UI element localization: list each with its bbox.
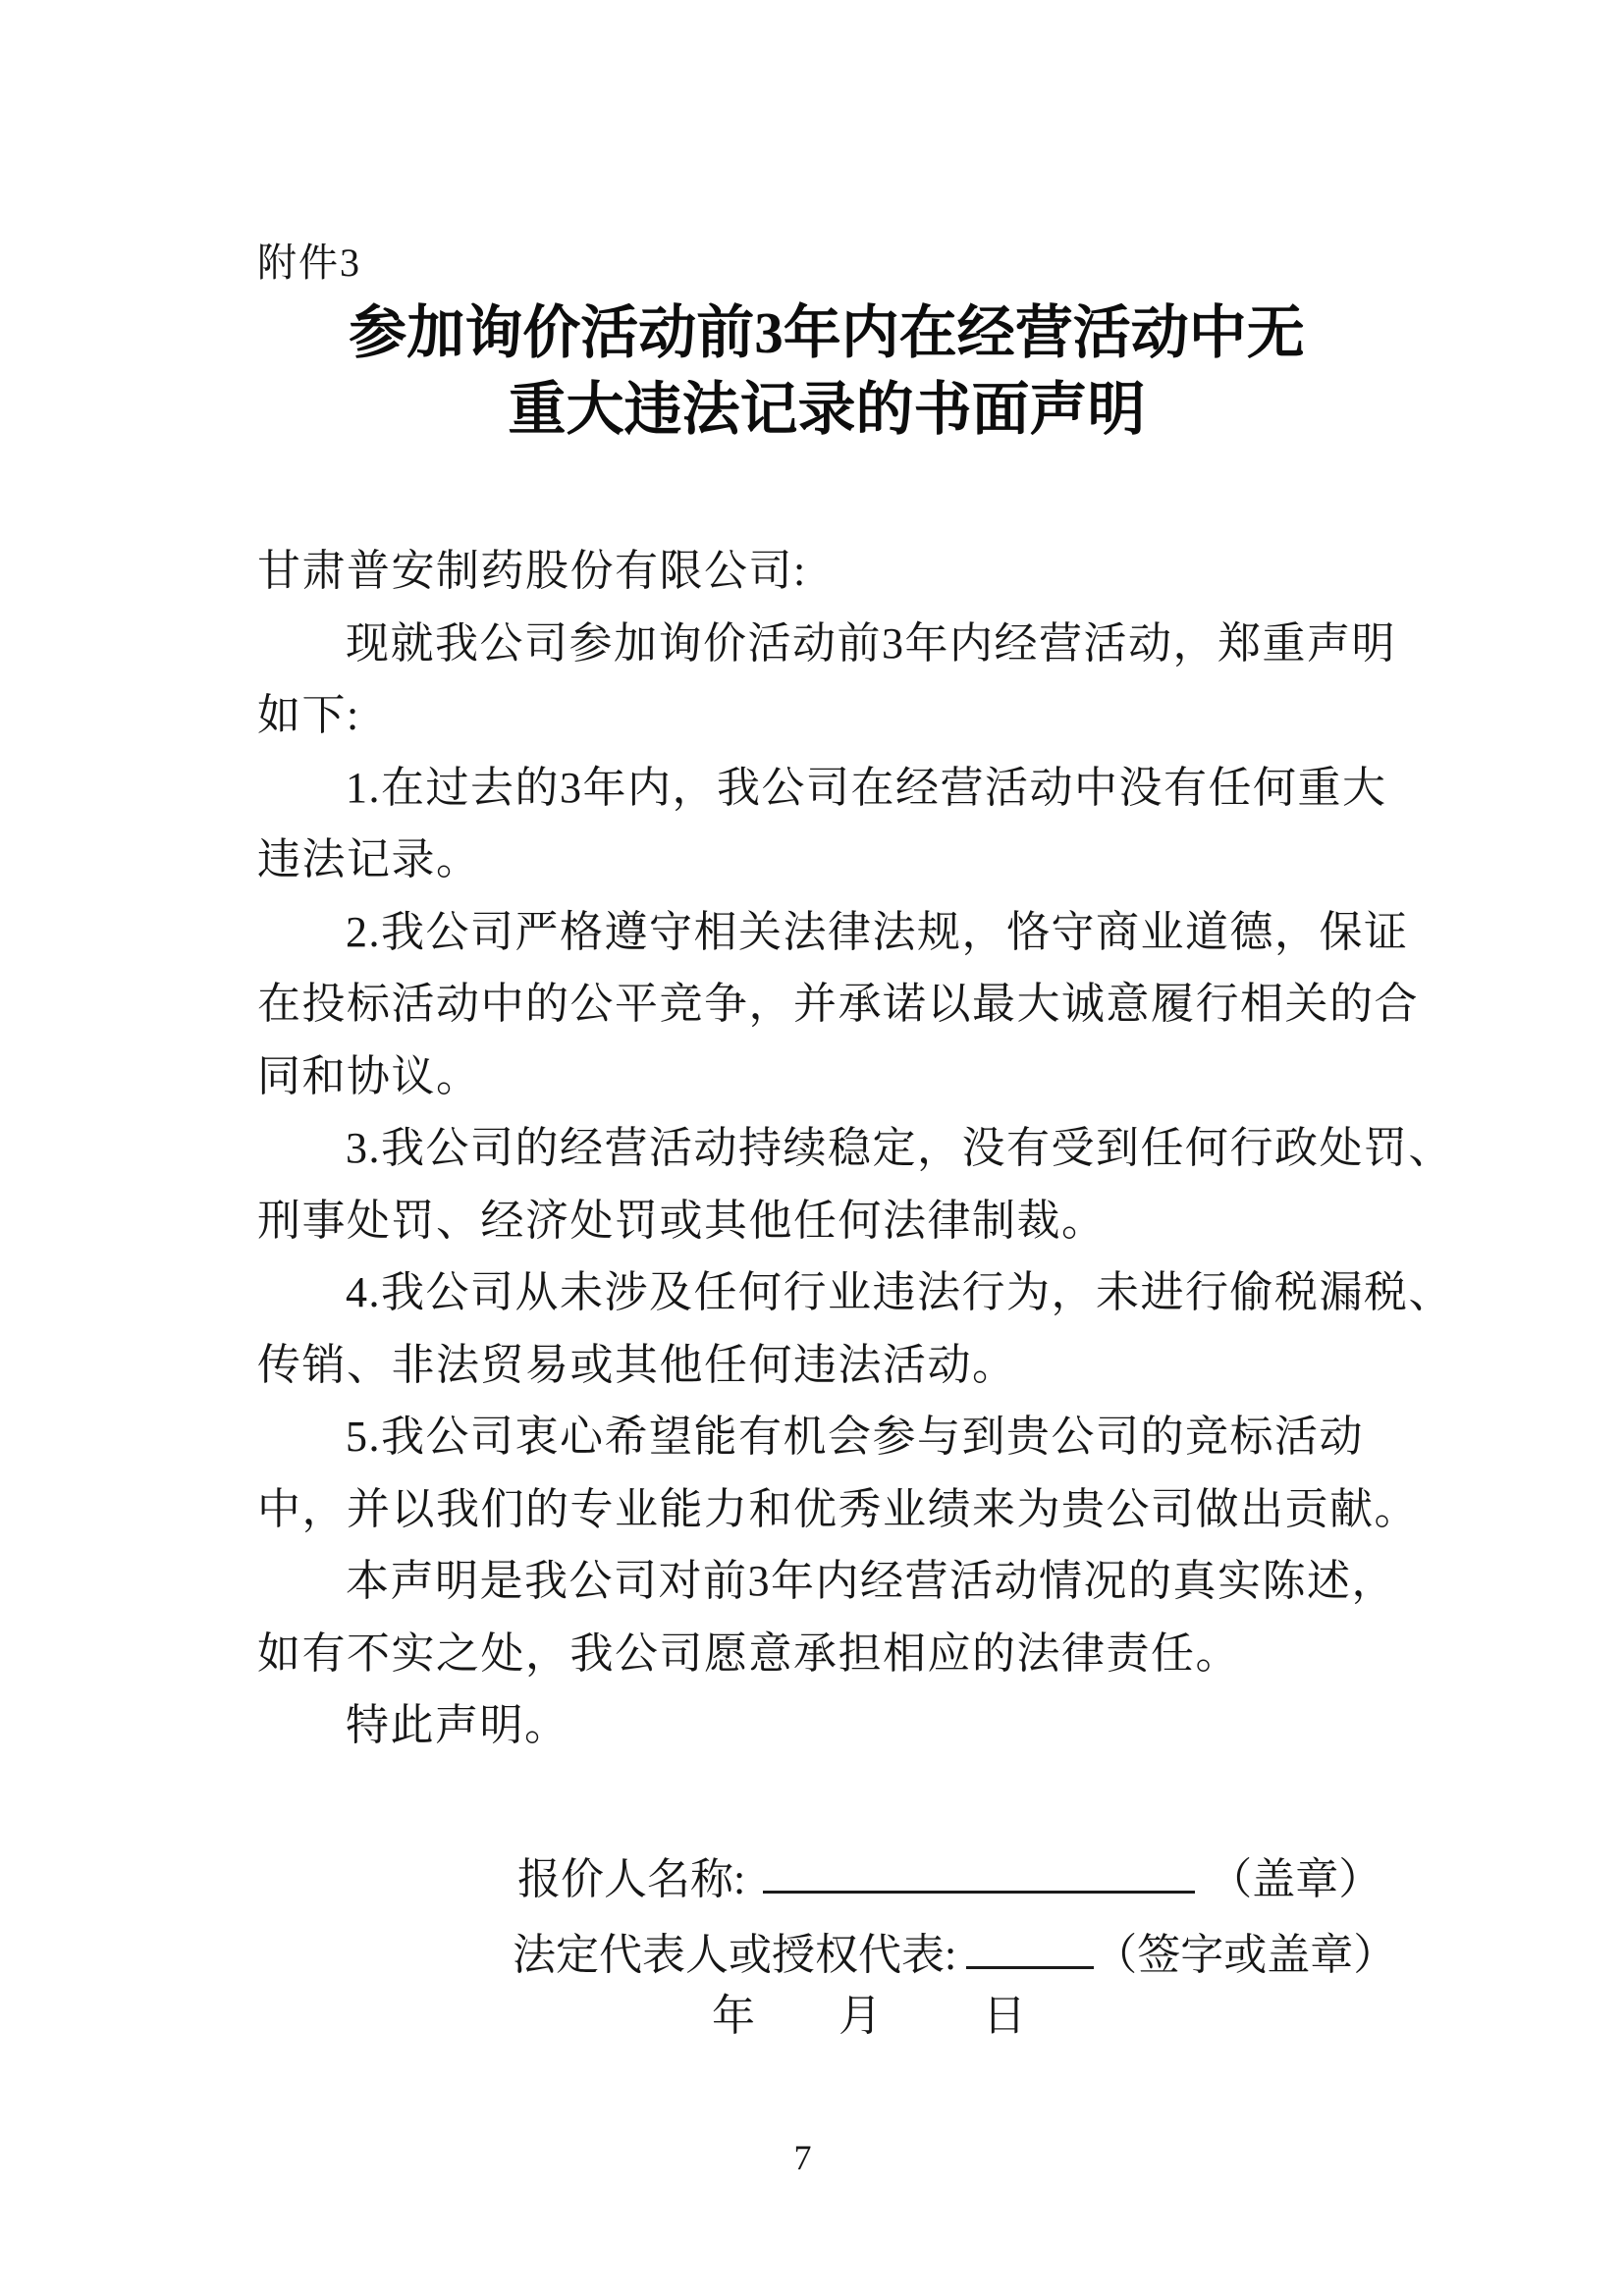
bidder-seal-note: （盖章）	[1209, 1855, 1382, 1903]
body-line-item5-1: 5.我公司衷心希望能有机会参与到贵公司的竞标活动	[346, 1413, 1364, 1461]
title-line-2: 重大违法记录的书面声明	[508, 377, 1146, 442]
representative-sign-note: （签字或盖章）	[1094, 1931, 1397, 1979]
body-line-salutation: 甘肃普安制药股份有限公司:	[257, 547, 807, 595]
legal-representative-label: 法定代表人或授权代表:	[513, 1931, 957, 1979]
body-line-item3-2: 刑事处罚、经济处罚或其他任何法律制裁。	[257, 1196, 1107, 1245]
body-line-closing-1: 本声明是我公司对前3年内经营活动情况的真实陈述，	[346, 1557, 1396, 1605]
document-title	[257, 294, 1396, 448]
bidder-name-label: 报价人名称:	[517, 1855, 746, 1903]
body-line-item4-2: 传销、非法贸易或其他任何违法活动。	[257, 1340, 1017, 1389]
date-year-label: 年	[712, 1992, 755, 2040]
date-day-label: 日	[983, 1992, 1026, 2040]
body-line-intro-2: 如下:	[257, 691, 360, 739]
legal-representative-blank	[966, 1925, 1094, 1969]
date-line	[712, 1992, 1026, 2041]
document-body	[257, 535, 1453, 1762]
title-line-1: 参加询价活动前3年内在经营活动中无	[349, 300, 1305, 365]
signature-representative-row	[513, 1925, 1396, 1980]
body-line-item2-1: 2.我公司严格遵守相关法律法规，恪守商业道德，保证	[346, 907, 1409, 956]
body-line-item2-2: 在投标活动中的公平竞争，并承诺以最大诚意履行相关的合	[257, 980, 1419, 1028]
body-line-closing-2: 如有不实之处，我公司愿意承担相应的法律责任。	[257, 1629, 1240, 1678]
page-number: 7	[793, 2138, 812, 2177]
bidder-name-blank	[763, 1849, 1195, 1894]
body-line-item4-1: 4.我公司从未涉及任何行业违法行为，未进行偷税漏税、	[346, 1268, 1453, 1316]
date-month-label: 月	[839, 1992, 882, 2040]
body-line-item1-1: 1.在过去的3年内，我公司在经营活动中没有任何重大	[346, 763, 1387, 812]
body-line-item3-1: 3.我公司的经营活动持续稳定，没有受到任何行政处罚、	[346, 1124, 1453, 1172]
body-line-declaration: 特此声明。	[346, 1701, 569, 1749]
body-line-item1-2: 违法记录。	[257, 835, 481, 883]
signature-bidder-row	[517, 1849, 1381, 1904]
body-line-item5-2: 中，并以我们的专业能力和优秀业绩来为贵公司做出贡献。	[257, 1484, 1419, 1533]
body-line-intro-1: 现就我公司参加询价活动前3年内经营活动，郑重声明	[346, 618, 1396, 667]
attachment-label: 附件3	[257, 240, 361, 285]
body-line-item2-3: 同和协议。	[257, 1051, 481, 1100]
